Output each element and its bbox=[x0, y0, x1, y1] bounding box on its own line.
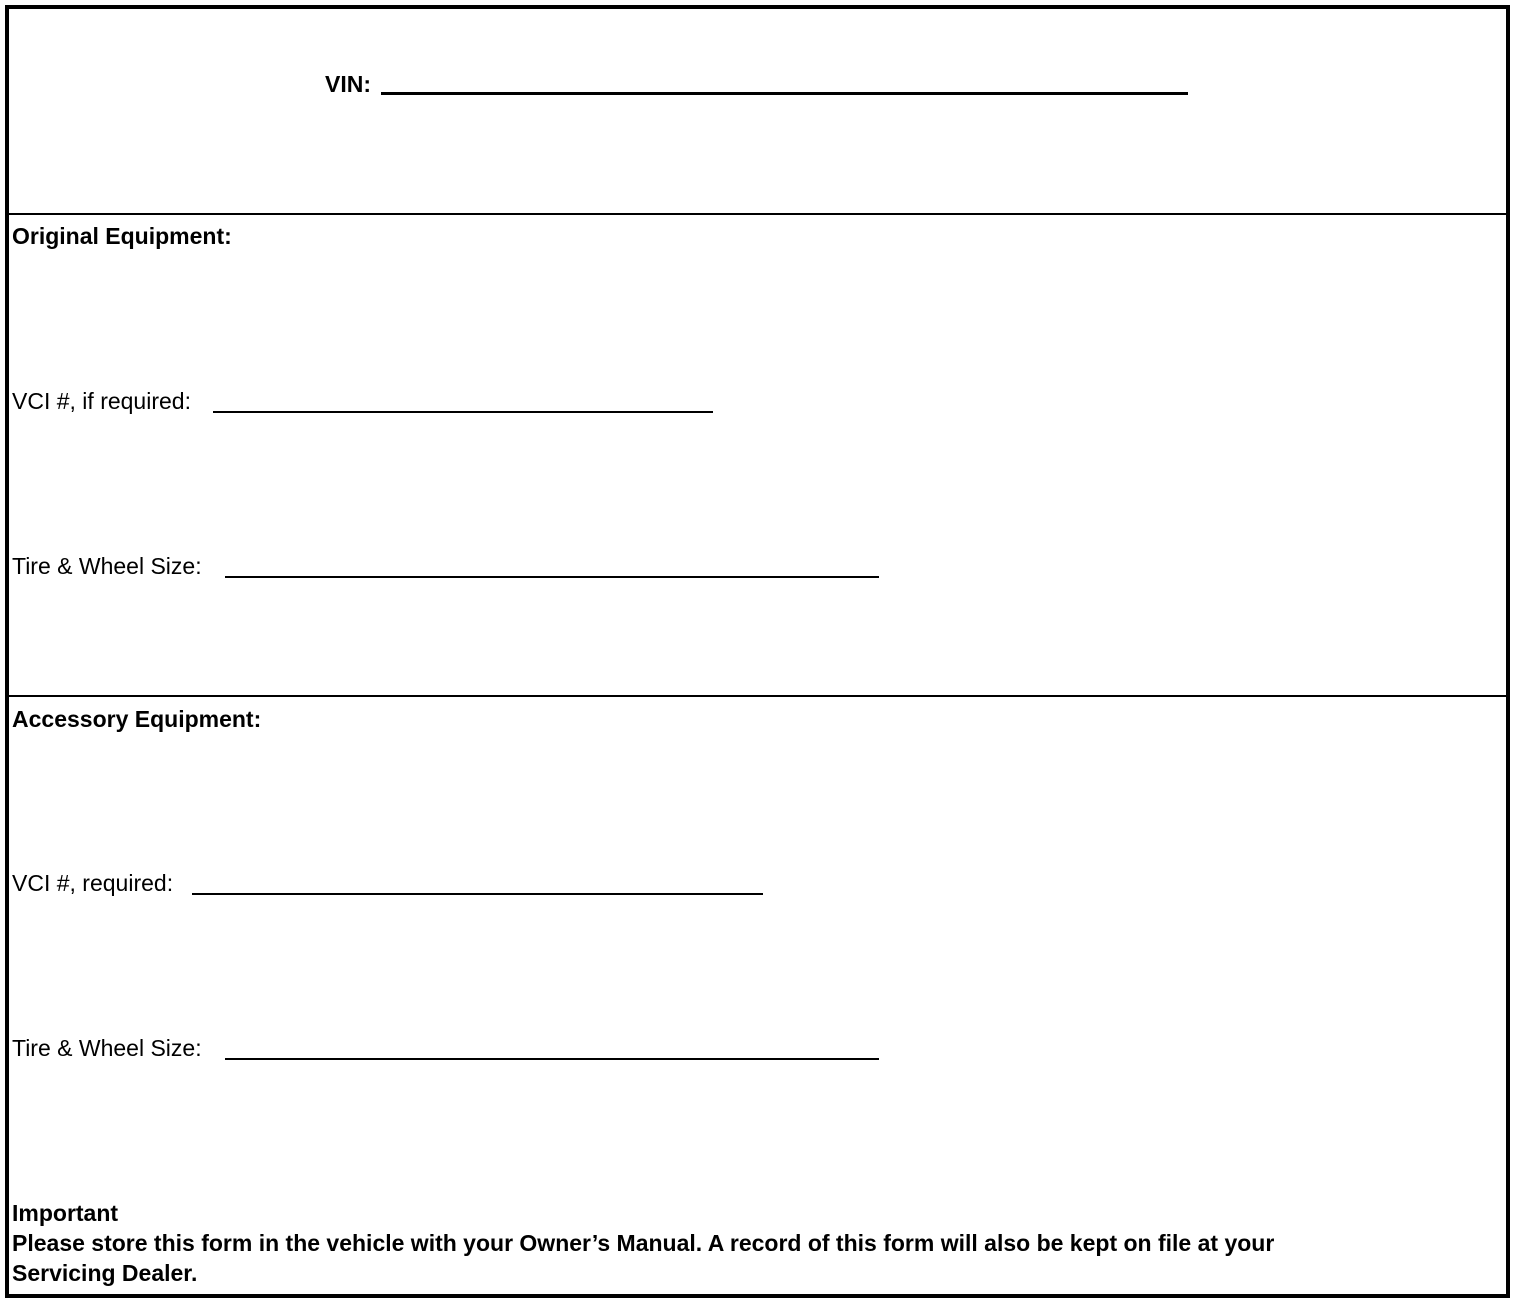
original-tire-wheel-field[interactable] bbox=[225, 576, 879, 578]
accessory-vci-label: VCI #, required: bbox=[12, 870, 174, 896]
original-vci-label: VCI #, if required: bbox=[12, 388, 191, 414]
section-divider-top bbox=[9, 213, 1506, 215]
original-equipment-heading: Original Equipment: bbox=[12, 223, 232, 249]
form-frame bbox=[5, 5, 1510, 1298]
important-line-2: Servicing Dealer. bbox=[12, 1260, 198, 1286]
section-divider-middle bbox=[9, 695, 1506, 697]
important-line-1: Please store this form in the vehicle with your Owner’s Manual. A record of this form will also be kept on file at your bbox=[12, 1230, 1275, 1256]
accessory-equipment-heading: Accessory Equipment: bbox=[12, 706, 262, 732]
vin-field[interactable] bbox=[381, 92, 1188, 95]
accessory-tire-wheel-field[interactable] bbox=[225, 1058, 879, 1060]
accessory-vci-field[interactable] bbox=[192, 893, 763, 895]
original-vci-field[interactable] bbox=[213, 411, 713, 413]
important-title: Important bbox=[12, 1200, 119, 1226]
original-tire-wheel-label: Tire & Wheel Size: bbox=[12, 553, 202, 579]
vin-label: VIN: bbox=[325, 71, 371, 97]
accessory-tire-wheel-label: Tire & Wheel Size: bbox=[12, 1035, 202, 1061]
